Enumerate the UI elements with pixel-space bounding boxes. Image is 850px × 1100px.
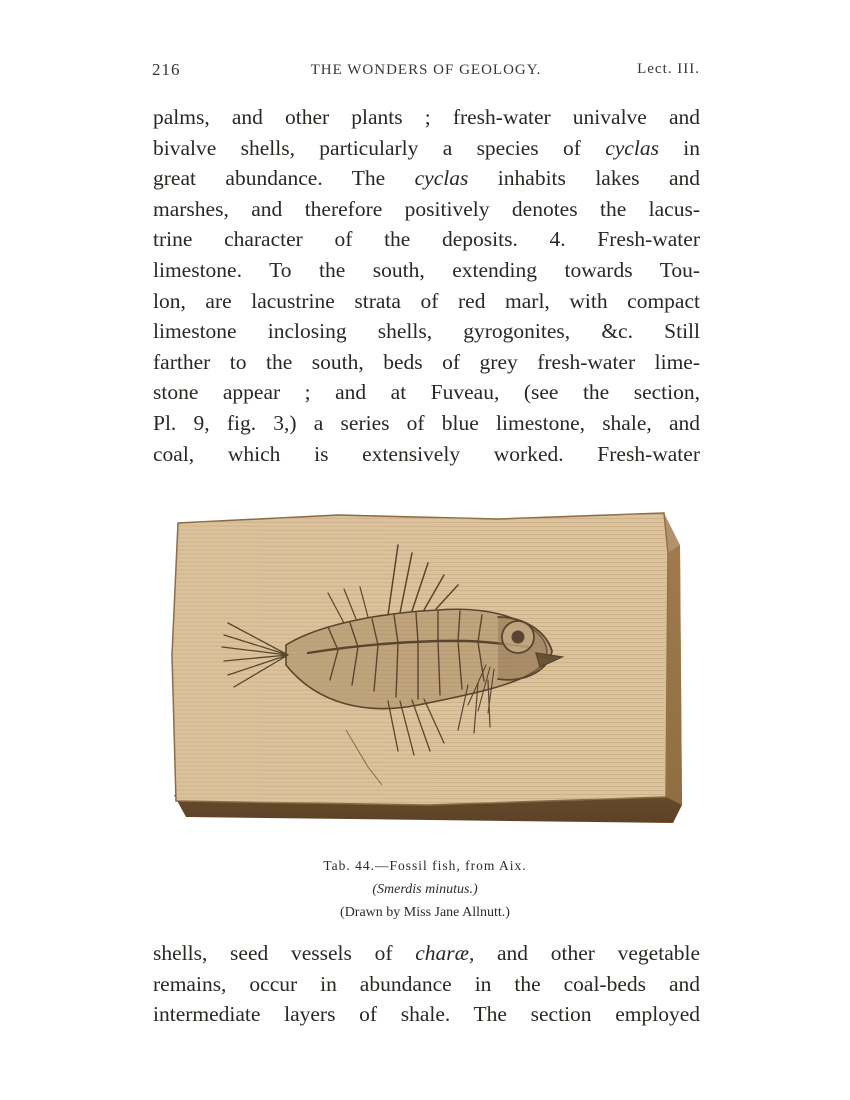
lecture-label: Lect. III. [637,61,700,77]
text-line: coal, which is extensively worked. Fresh-water [153,441,700,466]
text-line: bivalve shells, particularly a species of cyclas in [153,135,700,160]
text-line: intermediate layers of shale. The section employed [153,1002,700,1027]
text-line: trine character of the deposits. 4. Fresh-water [153,227,700,252]
paragraph-bottom [153,938,700,1030]
text-line: farther to the south, beds of grey fresh-water lime- [153,349,700,374]
italic-term: cyclas [605,135,659,160]
text-line: Pl. 9, fig. 3,) a series of blue limestone, shale, and [153,410,700,435]
figure-credit: (Drawn by Miss Jane Allnutt.) [340,905,510,920]
page-number: 216 [152,60,181,79]
text-line: remains, occur in abundance in the coal-beds and [153,971,700,996]
text-line: lon, are lacustrine strata of red marl, with compact [153,288,700,313]
text-line: limestone inclosing shells, gyrogonites, &c. Still [153,319,700,344]
paragraph-top [153,102,700,469]
running-title: THE WONDERS OF GEOLOGY. [310,62,542,78]
text-line: palms, and other plants ; fresh-water univalve and [153,105,700,129]
italic-term: charæ, [415,941,475,965]
figure-caption: Tab. 44.—Fossil fish, from Aix. [323,858,527,873]
fossil-fish-illustration [168,505,688,845]
text-line: shells, seed vessels of charæ, and other vegetable [153,941,701,965]
text-line: stone appear ; and at Fuveau, (see the section, [153,380,700,405]
text-line: marshes, and therefore positively denotes the lacus- [153,196,700,221]
page-header [152,60,700,86]
figure-species-name: (Smerdis minutus.) [372,882,478,897]
italic-term: cyclas [414,166,469,191]
text-line: limestone. To the south, extending towards Tou- [153,257,700,282]
text-line: great abundance. The cyclas inhabits lakes and [153,166,700,191]
